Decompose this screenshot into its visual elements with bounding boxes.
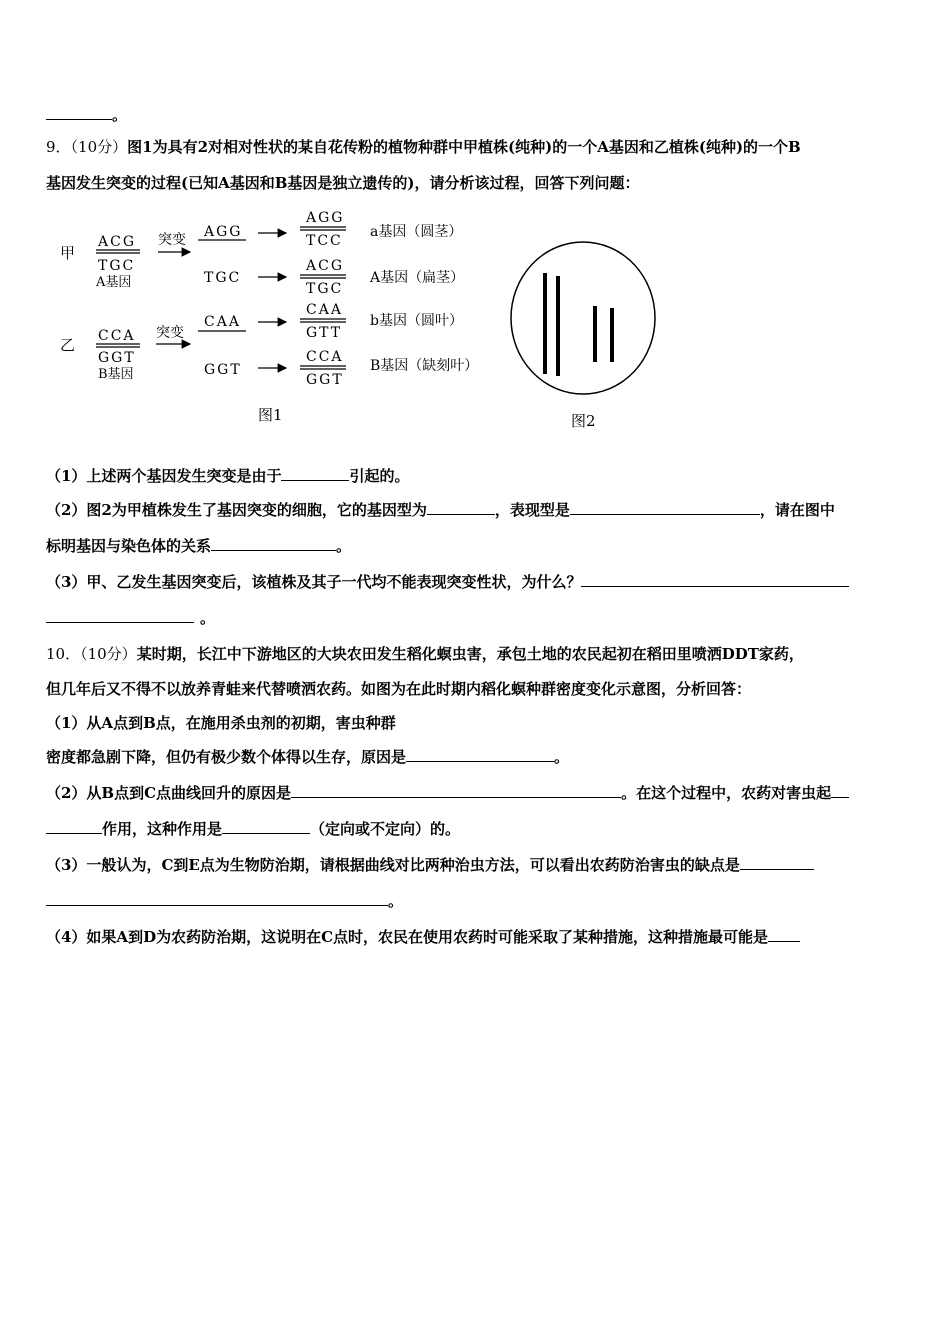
q9-figure-2[interactable] xyxy=(505,238,665,438)
jia-mut-bottom: TGC xyxy=(204,270,242,286)
yi-mutation-label: 突变 xyxy=(156,325,184,341)
q10-sub4-blank[interactable] xyxy=(768,926,800,942)
q10-sub2-direction-blank[interactable] xyxy=(222,818,310,834)
A-gene-label: A基因（扁茎） xyxy=(370,270,465,286)
q10-sub2-effect-blank[interactable] xyxy=(831,782,849,798)
q9-sub3-blank[interactable] xyxy=(581,571,849,587)
plant-jia-label: 甲 xyxy=(60,244,76,262)
q8-answer-tail: 。 xyxy=(46,104,904,126)
b-gene-bottom: GTT xyxy=(306,325,343,341)
q10-stem-line2: 但几年后又不得不以放养青蛙来代替喷洒农药。如图为在此时期内稻化螟种群密度变化示意图，分析回答： xyxy=(46,680,752,698)
jia-mutation-label: 突变 xyxy=(158,232,186,248)
jia-dna-top: ACG xyxy=(98,234,137,250)
yi-mut-top: CAA xyxy=(204,314,241,330)
A-gene-top: ACG xyxy=(306,258,345,274)
b-gene-top: CAA xyxy=(306,302,343,318)
q10-sub2-cont: 作用，这种作用是 （定向或不定向）的。 xyxy=(46,818,904,840)
jia-mut-top: AGG xyxy=(204,224,243,240)
q10-sub2-reason-blank[interactable] xyxy=(291,782,621,798)
q9-sub2-cont: 标明基因与染色体的关系 。 xyxy=(46,537,352,555)
jia-dna-bottom: TGC xyxy=(98,258,136,274)
q9-figure-1 xyxy=(48,200,508,435)
q10-sub1: （1）从A点到B点，在施用杀虫剂的初期，害虫种群 xyxy=(46,714,396,732)
b-gene-label: b基因（圆叶） xyxy=(370,313,463,329)
q9-sub2-phenotype-blank[interactable] xyxy=(570,499,760,515)
q9-sub2-relation-blank[interactable] xyxy=(211,535,336,551)
q10-sub4: （4）如果A到D为农药防治期，这说明在C点时，农民在使用农药时可能采取了某种措施，这种措施最可能是 xyxy=(46,926,904,948)
q10-stem-line1: 10．（10分）某时期，长江中下游地区的大块农田发生稻化螟虫害，承包土地的农民起初在稻田里喷洒DDT家药， xyxy=(46,645,804,663)
figure2-caption: 图2 xyxy=(571,412,596,430)
B-gene-top: CCA xyxy=(306,349,344,365)
q9-stem-line1: 9．（10分）图1为具有2对相对性状的某自花传粉的植物种群中甲植株(纯种)的一个A基因和乙植株(纯种)的一个B xyxy=(46,138,801,156)
B-gene-bottom: GGT xyxy=(306,372,344,388)
q10-sub1-cont: 密度都急剧下降，但仍有极少数个体得以生存，原因是 。 xyxy=(46,748,570,766)
yi-gene-label: B基因 xyxy=(98,367,134,382)
figure1-caption: 图1 xyxy=(258,406,283,424)
a-gene-label: a基因（圆茎） xyxy=(370,224,463,240)
yi-dna-top: CCA xyxy=(98,328,136,344)
q10-sub2-effect-blank-cont[interactable] xyxy=(46,818,102,834)
B-gene-label: B基因（缺刻叶） xyxy=(370,358,479,374)
q9-sub3-cont: 。 xyxy=(46,607,904,629)
q9-sub3-blank-cont[interactable] xyxy=(46,607,194,623)
q9-sub2: （2）图2为甲植株发生了基因突变的细胞，它的基因型为 ，表现型是 ，请在图中 xyxy=(46,501,835,519)
q10-sub1-blank[interactable] xyxy=(406,746,554,762)
q9-sub1: （1）上述两个基因发生突变是由于 引起的。 xyxy=(46,467,410,485)
yi-dna-bottom: GGT xyxy=(98,350,136,366)
jia-gene-label: A基因 xyxy=(96,275,132,290)
a-gene-bottom: TCC xyxy=(306,233,343,249)
a-gene-top: AGG xyxy=(306,210,345,226)
q10-sub3-cont: 。 xyxy=(46,890,904,912)
yi-mut-bottom: GGT xyxy=(204,362,242,378)
plant-yi-label: 乙 xyxy=(60,336,76,354)
q9-sub3: （3）甲、乙发生基因突变后，该植株及其子一代均不能表现突变性状，为什么？ xyxy=(46,571,904,593)
q10-sub3-blank-cont[interactable] xyxy=(46,890,388,906)
q9-stem-line2: 基因发生突变的过程(已知A基因和B基因是独立遗传的)，请分析该过程，回答下列问题： xyxy=(46,174,640,192)
A-gene-bottom: TGC xyxy=(306,281,344,297)
q10-sub3: （3）一般认为，C到E点为生物防治期，请根据曲线对比两种治虫方法，可以看出农药防治害虫的缺点是 xyxy=(46,854,904,876)
q9-sub1-blank[interactable] xyxy=(281,465,349,481)
q10-sub2: （2）从B点到C点曲线回升的原因是 。在这个过程中，农药对害虫起 xyxy=(46,782,904,804)
cell-outline xyxy=(511,242,655,394)
q8-blank[interactable] xyxy=(46,104,112,120)
q10-sub3-blank[interactable] xyxy=(740,854,814,870)
q9-sub2-genotype-blank[interactable] xyxy=(427,499,495,515)
